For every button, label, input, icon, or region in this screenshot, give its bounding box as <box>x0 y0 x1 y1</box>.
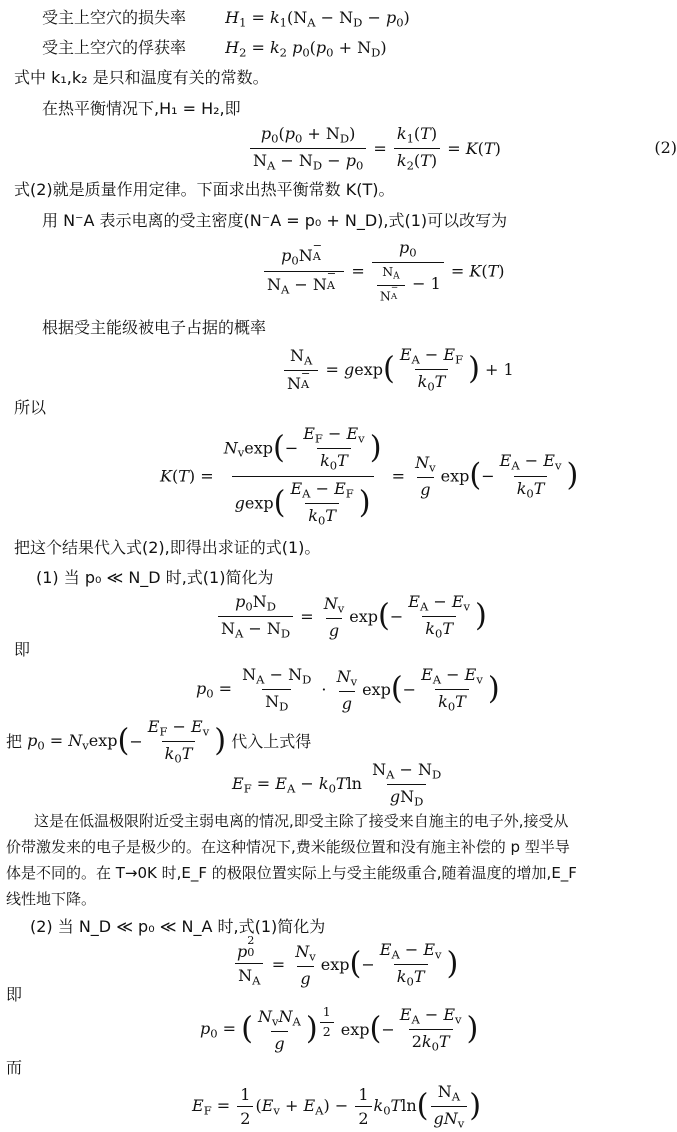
er-text: 而 <box>6 1058 23 1077</box>
h1-label: 受主上空穴的损失率 <box>42 8 187 27</box>
equation-kt: K(T) = $N_v\exp(-$ $\frac{E_F - E_v}{k_0T}$ ) gexp( $\frac{E_A - E_F}{k_0T}$ ) = $\frac{N_v}{g}$ exp(− $\frac{E_A - E_v}{k_0T}$ ) <box>160 424 579 528</box>
equation-ef-case2: $E_F$ = $\frac{1}{2}$ $(E_v + E_A)$ − $\frac{1}{2}$ $k_0Tln$( $\frac{N_A}{gN_v}$ ) <box>192 1082 482 1131</box>
paragraph-line-3: 体是不同的。在 T→0K 时,E_F 的极限位置实际上与受主能级重合,随着温度的增加,E_F <box>6 864 577 882</box>
h2-label: 受主上空穴的俘获率 <box>42 38 187 57</box>
h2-formula: $H_2 = k_2$ $p_0(p_0 + N_D)$ <box>225 38 387 60</box>
h1-line <box>42 8 410 30</box>
equation-case2: p 2 0 $N_A$ = $\frac{N_v}{g}$ exp(− $\frac{E_A - E_v}{k_0T}$ ) <box>237 934 459 989</box>
equation-ef-case1: $E_F = E_A - k_0Tln$ $\frac{N_A - N_D}{gN_D}$ <box>232 760 442 809</box>
case2-text: (2) 当 N_D ≪ p₀ ≪ N_A 时,式(1)简化为 <box>30 917 326 936</box>
mass-action-text: 式(2)就是质量作用定律。下面求出热平衡常数 K(T)。 <box>14 180 395 199</box>
probability-intro: 根据受主能级被电子占据的概率 <box>42 318 267 337</box>
ba-line: 把 $p_0 = N_v\exp(-$ $\frac{E_F - E_v}{k_0T}$ ) 代入上式得 <box>6 717 312 766</box>
so-text: 所以 <box>14 398 47 417</box>
paragraph-line-2: 价带激发来的电子是极少的。在这种情况下,费米能级位置和没有施主补偿的 p 型半导 <box>6 838 570 856</box>
ji-text-2: 即 <box>6 985 23 1004</box>
equilibrium-text: 在热平衡情况下,H₁ = H₂,即 <box>42 99 241 118</box>
constants-note: 式中 k₁,k₂ 是只和温度有关的常数。 <box>14 68 269 87</box>
equation-2: $\frac{p_0(p_0 + N_D)}{N_A - N_D - p_0}$ = $\frac{k_1(T)}{k_2(T)}$ = K(T) (2) <box>248 124 677 174</box>
equation-ionized: $p_0N$ − A $N_A - N$ − A = $p_0$ $N_A$ N − A − 1 = K(T) <box>262 238 505 304</box>
h1-formula: $H_1 = k_1(N_A - N_D - p_0)$ <box>225 8 410 30</box>
equation-occupancy: $N_A$ N − A = gexp( $\frac{E_A - E_F}{k_0T}$ ) + 1 <box>282 345 514 395</box>
equation-number: (2) <box>654 138 677 157</box>
case1-text: (1) 当 p₀ ≪ N_D 时,式(1)简化为 <box>36 568 274 587</box>
ionized-acceptor-text: 用 N⁻A 表示电离的受主密度(N⁻A = p₀ + N_D),式(1)可以改写为 <box>42 211 508 230</box>
ji-text-1: 即 <box>14 640 31 659</box>
substitute-text: 把这个结果代入式(2),即得出求证的式(1)。 <box>14 538 321 557</box>
equation-p0-case2: $p_0$ = ( $\frac{N_vN_A}{g}$ ) $\frac{1}{2}$ exp(− $\frac{E_A - E_v}{2k_0T}$ ) <box>200 1004 479 1054</box>
equation-p0-case1: $p_0$ = $\frac{N_A - N_D}{N_D}$ · $\frac{N_v}{g}$ exp(− $\frac{E_A - E_v}{k_0T}$ ) <box>196 665 500 714</box>
paragraph-line-1: 这是在低温极限附近受主弱电离的情况,即受主除了接受来自施主的电子外,接受从 <box>34 812 569 830</box>
equation-case1: $\frac{p_0N_D}{N_A - N_D}$ = $\frac{N_v}{g}$ exp(− $\frac{E_A - E_v}{k_0T}$ ) <box>216 592 487 642</box>
paragraph-line-4: 线性地下降。 <box>6 890 97 908</box>
h2-line <box>42 38 387 60</box>
ba-suffix: 代入上式得 <box>231 732 312 752</box>
ba-prefix: 把 <box>6 732 23 752</box>
